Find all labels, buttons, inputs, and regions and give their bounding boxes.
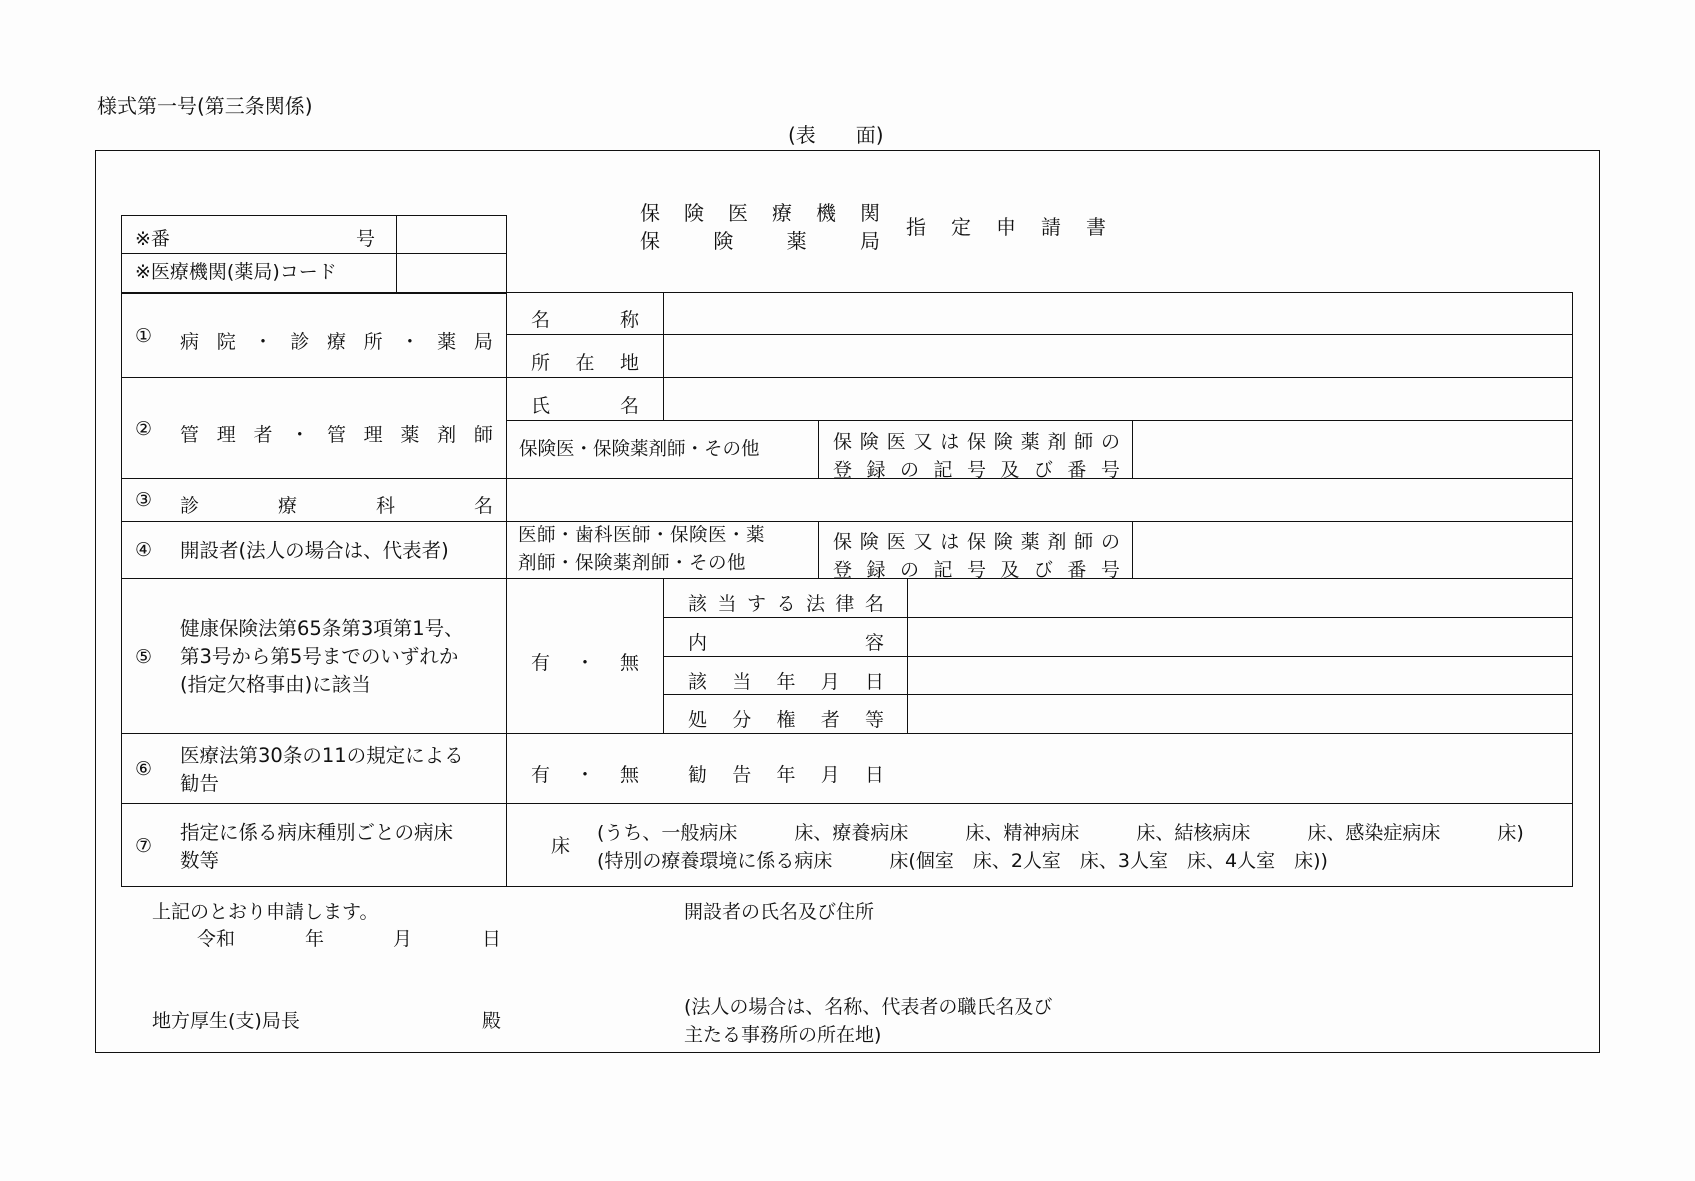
row1-label: 病 院 ・ 診 療 所 ・ 薬 局 (180, 331, 493, 353)
row6-yes-no-choice[interactable]: 有 ・ 無 (531, 764, 639, 786)
row7-number: ⑦ (135, 835, 153, 857)
applicable-law-label: 該 当 す る 法 律 名 (688, 593, 884, 615)
row5-yes-no-choice[interactable]: 有 ・ 無 (531, 652, 639, 674)
applicable-date-label: 該 当 年 月 日 (688, 671, 884, 693)
registration-label-line1: 保 険 医 又 は 保 険 薬 剤 師 の (833, 431, 1120, 453)
manager-name-field[interactable] (666, 379, 1571, 419)
divider (1132, 521, 1133, 578)
divider (121, 521, 1573, 522)
addressee-label: 地方厚生(支)局長 (152, 1010, 300, 1032)
era-label: 令和 (197, 928, 236, 950)
divider (663, 578, 664, 733)
facility-name-field[interactable] (666, 294, 1571, 334)
title-line-2: 保 険 薬 局 (640, 229, 880, 253)
registration-label-line2: 登 録 の 記 号 及 び 番 号 (833, 459, 1120, 481)
disposing-authority-label: 処 分 権 者 等 (688, 709, 884, 731)
corporate-note-line2: 主たる事務所の所在地) (684, 1024, 882, 1046)
divider (121, 803, 1573, 804)
title-line-1: 保 険 医 療 機 関 (640, 201, 880, 225)
applicable-law-field[interactable] (910, 580, 1571, 616)
row6-label-line2: 勧告 (180, 772, 220, 795)
year-label: 年 (305, 928, 325, 950)
founder-qualification-line1[interactable]: 医師・歯科医師・保険医・薬 (518, 525, 766, 546)
row5-label-line2: 第3号から第5号までのいずれか (180, 645, 459, 668)
founder-qualification-line2[interactable]: 剤師・保険薬剤師・その他 (518, 553, 747, 574)
number-label: ※番 号 (135, 228, 375, 250)
divider (663, 694, 1573, 695)
divider (1132, 420, 1133, 478)
side-label: (表 面) (788, 123, 884, 147)
row6-label-line1: 医療法第30条の11の規定による (180, 744, 464, 767)
content-label: 内 容 (688, 632, 884, 654)
row5-label-line3: (指定欠格事由)に該当 (180, 673, 371, 696)
registration-label-line1: 保 険 医 又 は 保 険 薬 剤 師 の (833, 531, 1120, 553)
content-field[interactable] (910, 619, 1571, 655)
manager-qualification-options[interactable]: 保険医・保険薬剤師・その他 (519, 439, 760, 460)
divider (907, 578, 908, 733)
applicant-label: 開設者の氏名及び住所 (684, 901, 875, 923)
divider (121, 733, 1573, 734)
honorific-label: 殿 (482, 1010, 502, 1032)
divider (121, 253, 507, 254)
row5-number: ⑤ (135, 646, 153, 668)
disposing-authority-field[interactable] (910, 696, 1571, 732)
declaration-text: 上記のとおり申請します。 (152, 901, 379, 923)
registration-label-line2: 登 録 の 記 号 及 び 番 号 (833, 559, 1120, 581)
row6-number: ⑥ (135, 758, 153, 780)
divider (818, 420, 819, 478)
code-field[interactable] (398, 255, 505, 292)
bed-total-unit: 床 (551, 835, 571, 857)
row7-label-line1: 指定に係る病床種別ごとの病床 (180, 821, 454, 844)
address-label: 所 在 地 (531, 352, 639, 374)
recommendation-date-field[interactable] (910, 735, 1571, 802)
divider (506, 334, 1573, 335)
person-name-label: 氏 名 (531, 395, 639, 417)
divider (396, 215, 397, 293)
number-field[interactable] (398, 216, 505, 253)
divider (663, 617, 1573, 618)
facility-address-field[interactable] (666, 336, 1571, 376)
row7-label-line2: 数等 (180, 849, 220, 872)
divider (663, 656, 1573, 657)
row4-number: ④ (135, 539, 153, 561)
divider (818, 521, 819, 578)
row3-label: 診 療 科 名 (180, 495, 493, 517)
row2-label: 管 理 者 ・ 管 理 薬 剤 師 (180, 424, 493, 446)
applicable-date-field[interactable] (910, 658, 1571, 693)
recommendation-date-label: 勧 告 年 月 日 (688, 764, 884, 786)
departments-field[interactable] (509, 480, 1571, 520)
row3-number: ③ (135, 489, 153, 511)
row1-number: ① (135, 325, 153, 347)
bed-breakdown-line2[interactable]: (特別の療養環境に係る病床 床(個室 床、2人室 床、3人室 床、4人室 床)) (597, 850, 1328, 872)
title-suffix: 指 定 申 請 書 (906, 215, 1106, 239)
divider (663, 292, 664, 420)
manager-registration-field[interactable] (1135, 422, 1571, 477)
row2-number: ② (135, 418, 153, 440)
form-number: 様式第一号(第三条関係) (97, 94, 313, 118)
founder-registration-field[interactable] (1135, 523, 1571, 577)
row5-label-line1: 健康保険法第65条第3項第1号、 (180, 617, 464, 640)
divider (506, 292, 507, 887)
code-label: ※医療機関(薬局)コード (135, 261, 337, 283)
month-label: 月 (393, 928, 413, 950)
day-label: 日 (482, 928, 502, 950)
divider (506, 420, 1573, 421)
bed-breakdown-line1[interactable]: (うち、一般病床 床、療養病床 床、精神病床 床、結核病床 床、感染症病床 床) (597, 822, 1524, 844)
divider (121, 377, 1573, 378)
name-label: 名 称 (531, 309, 639, 331)
row4-label: 開設者(法人の場合は、代表者) (180, 539, 449, 562)
corporate-note-line1: (法人の場合は、名称、代表者の職氏名及び (684, 996, 1053, 1018)
